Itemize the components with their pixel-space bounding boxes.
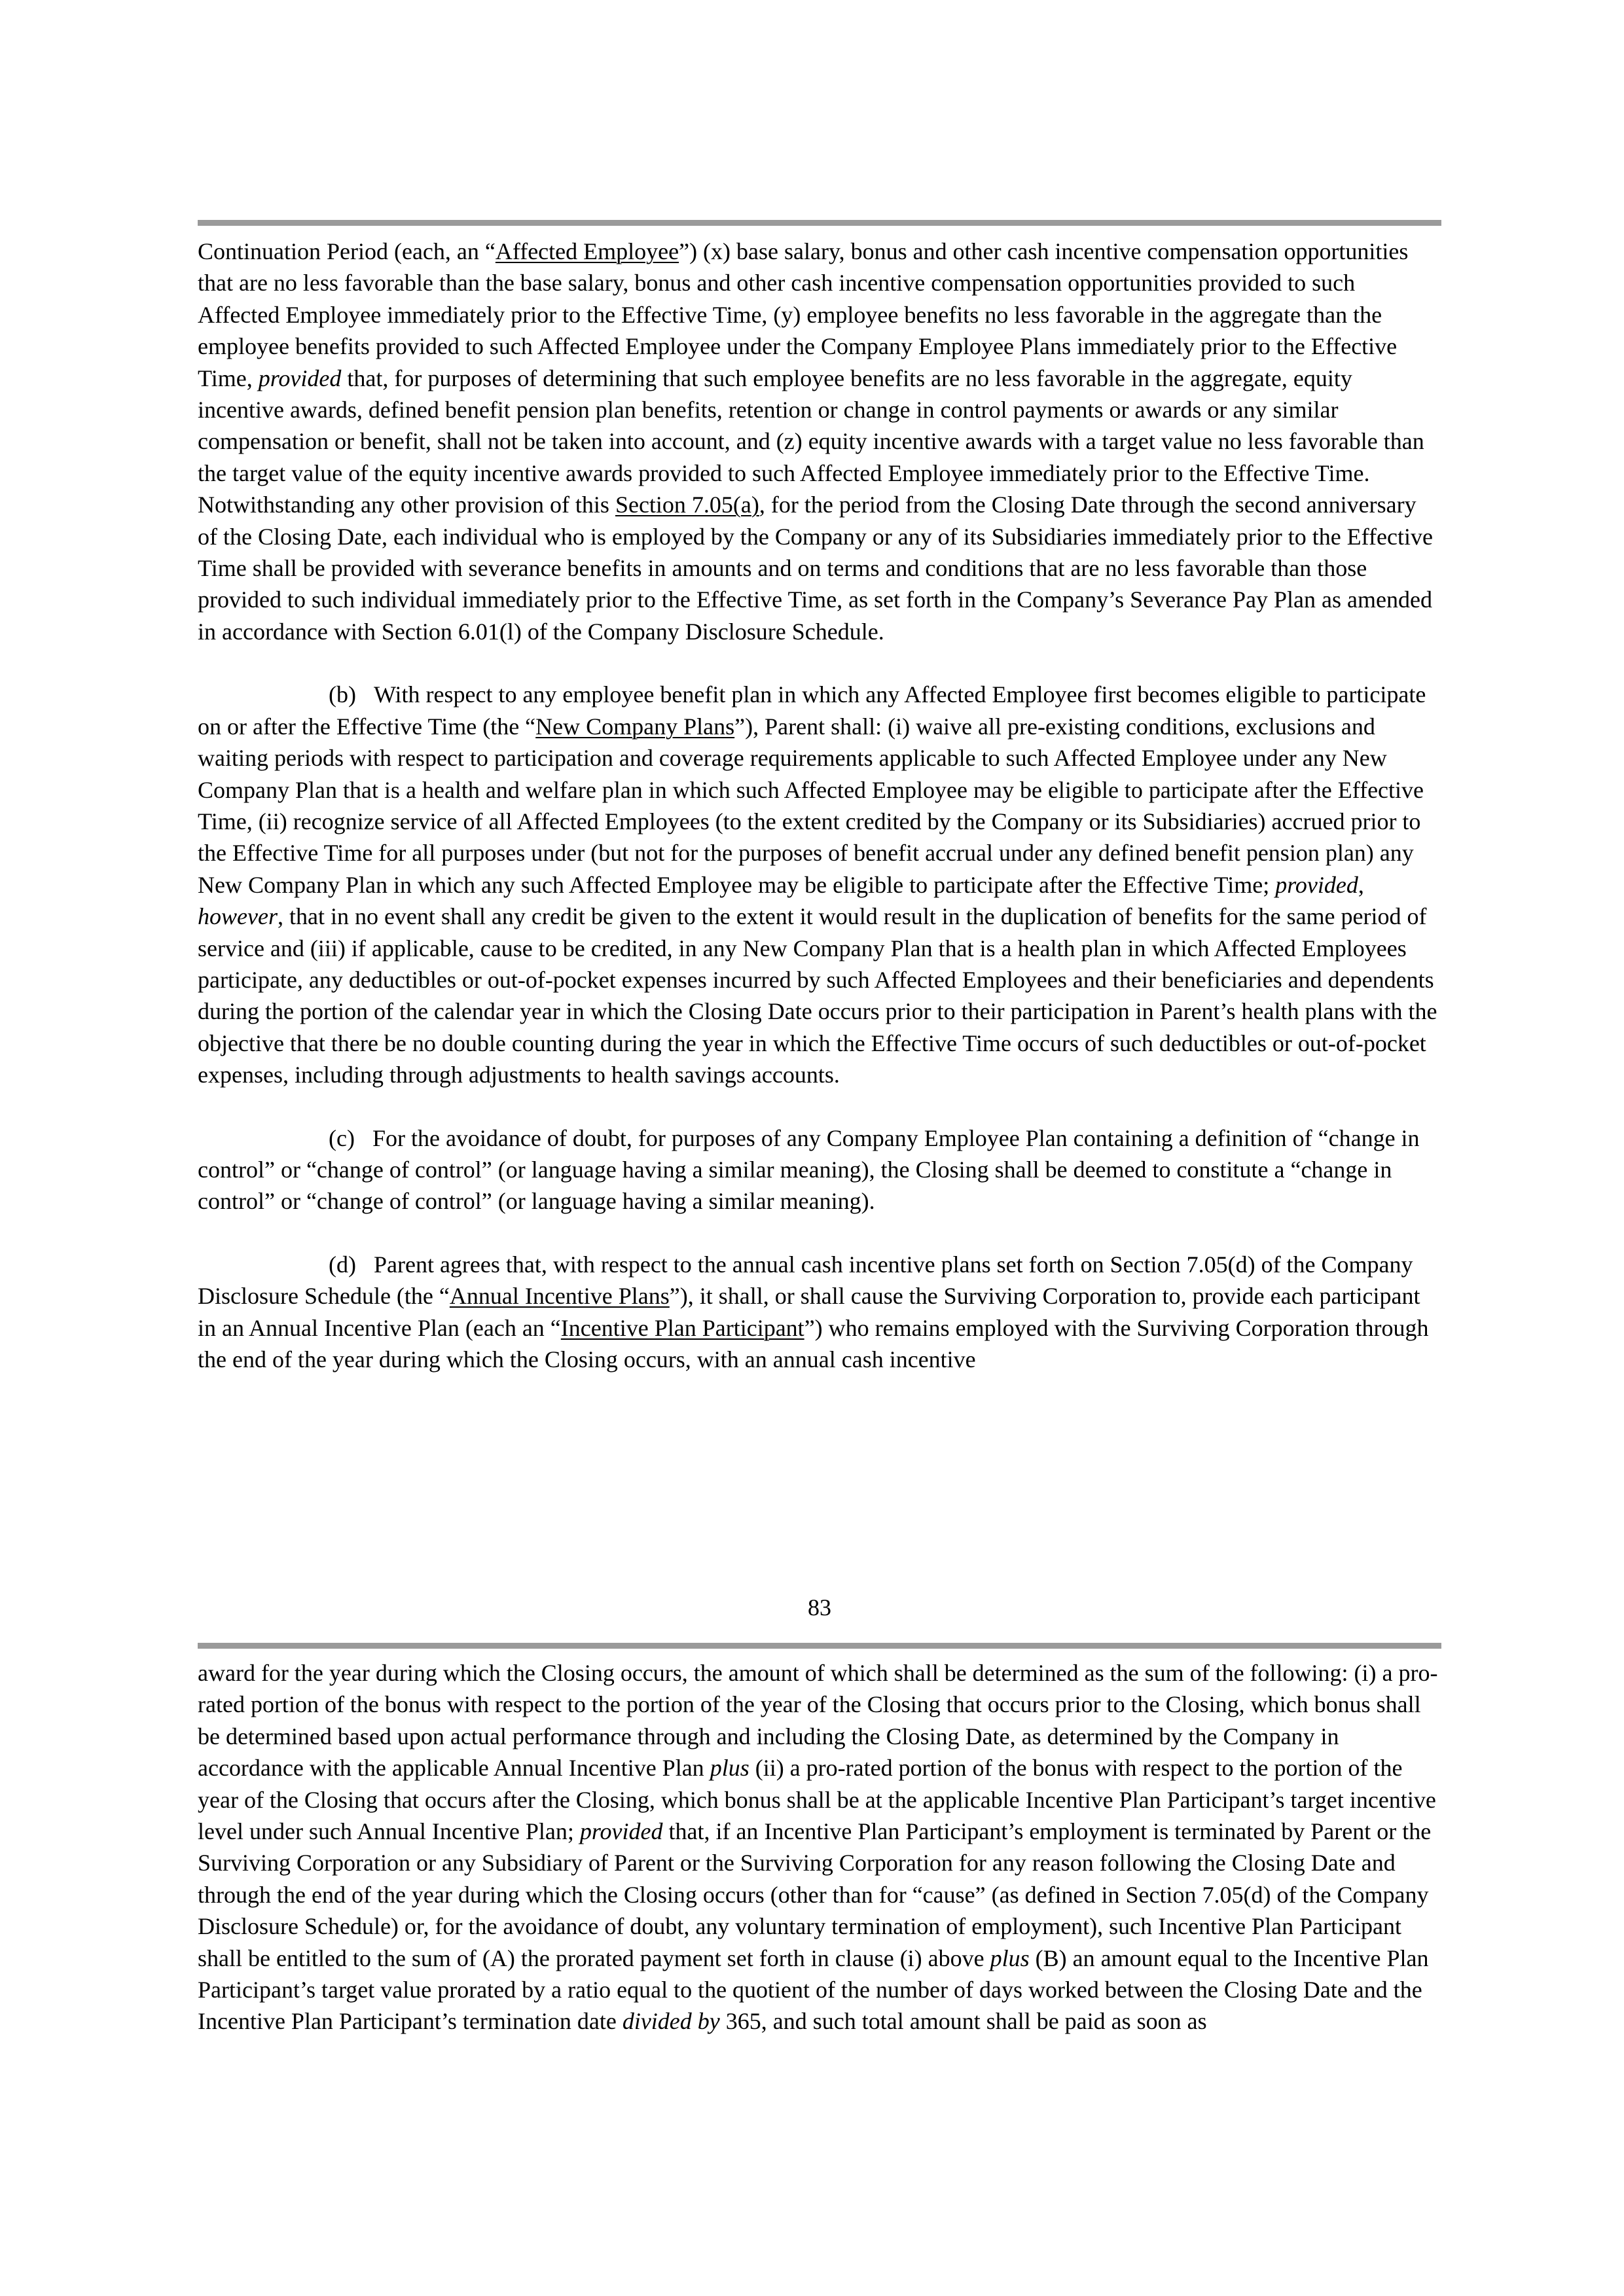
defined-term-annual-incentive-plans: Annual Incentive Plans (449, 1283, 670, 1310)
emphasis-provided: provided (258, 365, 342, 391)
page-break-rule (198, 1643, 1441, 1649)
paragraph-d: (d) Parent agrees that, with respect to the annual cash incentive plans set forth on Section 7.05(d) of the Company Disclosure Schedule (the “Annual Incentive Plans”), it shall, or shall cause the Surviving Corporation to, provide each participant in an Annual Incentive Plan (each an “Incentive Plan Participant”) who remains employed with the Surviving Corporation through the end of the year during which the Closing occurs, with an annual cash incentive (198, 1251, 1429, 1372)
defined-term-new-company-plans: New Company Plans (535, 713, 735, 740)
page-83-body (198, 236, 1441, 1375)
defined-term-affected-employee: Affected Employee (495, 238, 679, 264)
page-top-rule (198, 220, 1441, 226)
emphasis-plus: plus (710, 1755, 749, 1782)
emphasis-divided-by: divided by (622, 2008, 720, 2035)
defined-term-incentive-plan-participant: Incentive Plan Participant (560, 1314, 804, 1341)
paragraph-b: (b) With respect to any employee benefit plan in which any Affected Employee first becomes eligible to participate on or after the Effective Time (the “New Company Plans”), Parent shall: (i) waive all pre-existing conditions, exclusions and waiting periods with respect to participation and coverage requirements applicable to such Affected Employee under any New Company Plan that is a health and welfare plan in which such Affected Employee may be eligible to participate after the Effective Time, (ii) recognize service of all Affected Employees (to the extent credited by the Company or its Subsidiaries) accrued prior to the Effective Time for all purposes under (but not for the purposes of benefit accrual under any defined benefit pension plan) any New Company Plan in which any such Affected Employee may be eligible to participate after the Effective Time; provided, however, that in no event shall any credit be given to the extent it would result in the duplication of benefits for the same period of service and (iii) if applicable, cause to be credited, in any New Company Plan that is a health plan in which Affected Employees participate, any deductibles or out-of-pocket expenses incurred by such Affected Employees and their beneficiaries and dependents during the portion of the calendar year in which the Closing Date occurs prior to their participation in Parent’s health plans with the objective that there be no double counting during the year in which the Effective Time occurs of such deductibles or out-of-pocket expenses, including through adjustments to health savings accounts. (198, 681, 1437, 1088)
paragraph-d-continuation: award for the year during which the Closing occurs, the amount of which shall be determined as the sum of the following: (i) a pro-rated portion of the bonus with respect to the portion of the year of the Closing that occurs prior to the Closing, which bonus shall be determined based upon actual performance through and including the Closing Date, as determined by the Company in accordance with the applicable Annual Incentive Plan plus (ii) a pro-rated portion of the bonus with respect to the portion of the year of the Closing that occurs after the Closing, which bonus shall be at the applicable Incentive Plan Participant’s target incentive level under such Annual Incentive Plan; provided that, if an Incentive Plan Participant’s employment is terminated by Parent or the Surviving Corporation or any Subsidiary of Parent or the Surviving Corporation for any reason following the Closing Date and through the end of the year during which the Closing occurs (other than for “cause” (as defined in Section 7.05(d) of the Company Disclosure Schedule) or, for the avoidance of doubt, any voluntary termination of employment), such Incentive Plan Participant shall be entitled to the sum of (A) the prorated payment set forth in clause (i) above plus (B) an amount equal to the Incentive Plan Participant’s target value prorated by a ratio equal to the quotient of the number of days worked between the Closing Date and the Incentive Plan Participant’s termination date divided by 365, and such total amount shall be paid as soon as (198, 1660, 1438, 2035)
emphasis-provided: provided (579, 1818, 663, 1845)
page-number: 83 (808, 1594, 831, 1621)
paragraph-c: (c) For the avoidance of doubt, for purposes of any Company Employee Plan containing a definition of “change in control” or “change of control” (or language having a similar meaning), the Closing shall be deemed to constitute a “change in control” or “change of control” (or language having a similar meaning). (198, 1124, 1420, 1215)
section-reference-7-05a: Section 7.05(a) (615, 492, 759, 518)
paragraph-a-continuation: Continuation Period (each, an “Affected Employee”) (x) base salary, bonus and other cash incentive compensation opportunities that are no less favorable than the base salary, bonus and other cash incentive compensation opportunities provided to such Affected Employee immediately prior to the Effective Time, (y) employee benefits no less favorable in the aggregate than the employee benefits provided to such Affected Employee under the Company Employee Plans immediately prior to the Effective Time, provided that, for purposes of determining that such employee benefits are no less favorable in the aggregate, equity incentive awards, defined benefit pension plan benefits, retention or change in control payments or awards or any similar compensation or benefit, shall not be taken into account, and (z) equity incentive awards with a target value no less favorable than the target value of the equity incentive awards provided to such Affected Employee immediately prior to the Effective Time. Notwithstanding any other provision of this Section 7.05(a), for the period from the Closing Date through the second anniversary of the Closing Date, each individual who is employed by the Company or any of its Subsidiaries immediately prior to the Effective Time shall be provided with severance benefits in amounts and on terms and conditions that are no less favorable than those provided to such individual immediately prior to the Effective Time, as set forth in the Company’s Severance Pay Plan as amended in accordance with Section 6.01(l) of the Company Disclosure Schedule. (198, 238, 1433, 645)
page-84-body (198, 1657, 1441, 2037)
emphasis-provided: provided (1275, 871, 1358, 898)
emphasis-plus: plus (990, 1945, 1030, 1971)
emphasis-however: however (198, 903, 278, 930)
